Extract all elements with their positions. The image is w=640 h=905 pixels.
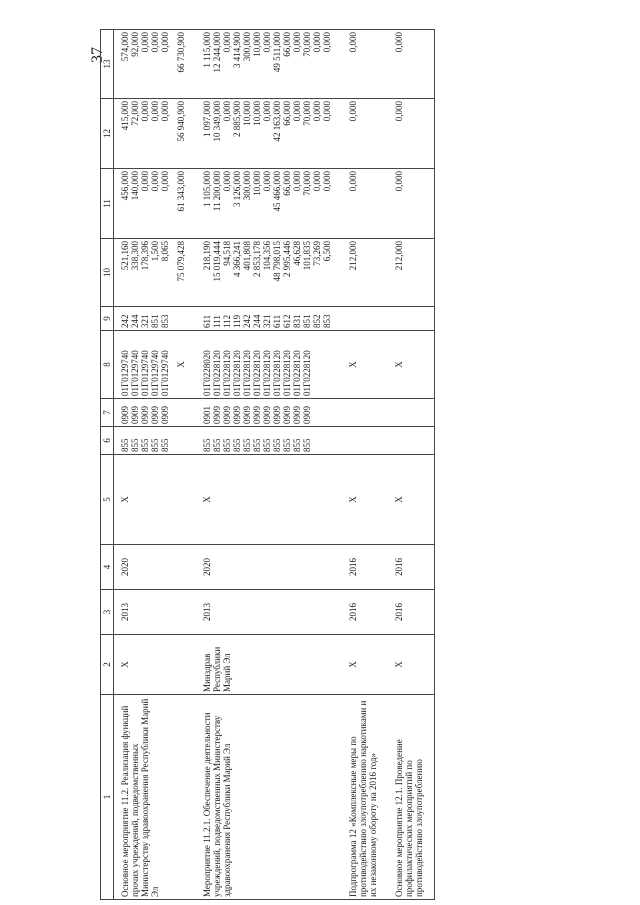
v10-value: 6,500 xyxy=(322,241,332,262)
v13-value: 10,000 xyxy=(252,32,262,57)
grbs-cell xyxy=(114,427,197,455)
grbs-value: 855 xyxy=(150,438,160,452)
total-v13: 66 730,900 xyxy=(176,32,186,73)
v12-value: 0,000 xyxy=(150,101,160,122)
csr-value: 01Г0129740 xyxy=(120,350,130,396)
rotated-budget-table-sheet xyxy=(100,30,635,900)
grbs-value: 855 xyxy=(232,438,242,452)
v13-value: 0,000 xyxy=(312,32,322,53)
grbs-value: 855 xyxy=(130,438,140,452)
row-executor: Х xyxy=(114,635,197,695)
csr-value: 01Г0129740 xyxy=(150,350,160,396)
row-end-year: 2020 xyxy=(196,545,342,590)
csr-value: 01Г0228120 xyxy=(302,350,312,396)
table-row xyxy=(114,30,197,900)
csr-value: 01Г0228120 xyxy=(252,350,262,396)
row-start-year: 2016 xyxy=(388,590,435,635)
grbs-value: 855 xyxy=(140,438,150,452)
rzpr-value: 0909 xyxy=(242,406,252,424)
row-name: Подпрограмма 12 «Комплексные меры по противодействию злоупотреблению наркотиками и их незаконному обороту на 2016 год» xyxy=(342,695,388,900)
v10-value: 2 995,446 xyxy=(282,241,292,277)
vr-value: 831 xyxy=(292,314,302,328)
v12-value: 0,000 xyxy=(322,101,332,122)
row-end-year: 2016 xyxy=(342,545,388,590)
vr-value: 244 xyxy=(130,314,140,328)
v13-value: 0,000 xyxy=(348,32,358,53)
v10-value: 1,500 xyxy=(150,241,160,262)
rzpr-cell xyxy=(388,399,435,427)
grbs-value: 855 xyxy=(292,438,302,452)
v13-value: 0,000 xyxy=(394,32,404,53)
rzpr-value: 0909 xyxy=(140,406,150,424)
grbs-value: 855 xyxy=(302,438,312,452)
rzpr-value: 0909 xyxy=(282,406,292,424)
vr-value: 611 xyxy=(272,314,282,328)
v12-value: 70,000 xyxy=(302,101,312,126)
v10-cell xyxy=(388,239,435,307)
v11-value: 300,000 xyxy=(242,171,252,201)
row-executor: Минздрав Республики Марий Эл xyxy=(196,635,342,695)
v10-value: 2 853,178 xyxy=(252,241,262,277)
v13-value: 0,000 xyxy=(322,32,332,53)
row-executor: Х xyxy=(342,635,388,695)
v13-value: 92,000 xyxy=(130,32,140,57)
v10-value: 8,065 xyxy=(160,241,170,262)
row-name: Основное мероприятие 11.2. Реализация функций прочих учреждений, подведомственных Министерству здравоохранения Республики Марий Эл xyxy=(114,695,197,900)
v12-value: 0,000 xyxy=(140,101,150,122)
row-start-year: 2016 xyxy=(342,590,388,635)
grbs-cell xyxy=(388,427,435,455)
row-col5: Х xyxy=(388,455,435,545)
v12-value: 2 885,900 xyxy=(232,101,242,137)
row-col5: Х xyxy=(196,455,342,545)
grbs-value: 855 xyxy=(202,438,212,452)
v12-cell xyxy=(114,99,197,169)
csr-value: 01Г0228120 xyxy=(292,350,302,396)
grbs-value: 855 xyxy=(262,438,272,452)
v12-value: 10 349,000 xyxy=(212,101,222,142)
csr-value: 01Г0129740 xyxy=(140,350,150,396)
v13-value: 66,000 xyxy=(282,32,292,57)
v11-value: 456,000 xyxy=(120,171,130,201)
rzpr-value: 0909 xyxy=(232,406,242,424)
v10-value: 401,808 xyxy=(242,241,252,271)
v10-value: 218,190 xyxy=(202,241,212,271)
vr-value: 242 xyxy=(242,314,252,328)
v11-value: 11 200,000 xyxy=(212,171,222,212)
v11-value: 0,000 xyxy=(160,171,170,192)
v13-value: 0,000 xyxy=(140,32,150,53)
v13-value: 0,000 xyxy=(150,32,160,53)
v13-value: 1 115,000 xyxy=(202,32,212,68)
v13-value: 574,000 xyxy=(120,32,130,62)
vr-value: 612 xyxy=(282,314,292,328)
v10-value: 73,269 xyxy=(312,241,322,266)
rzpr-value: 0901 xyxy=(202,406,212,424)
col-header: 12 xyxy=(101,99,114,169)
v11-value: 0,000 xyxy=(222,171,232,192)
total-v11: 61 343,000 xyxy=(176,171,186,212)
col-header: 5 xyxy=(101,455,114,545)
total-mark: Х xyxy=(176,361,186,368)
v13-value: 3 414,900 xyxy=(232,32,242,68)
total-v12: 56 940,900 xyxy=(176,101,186,142)
v11-value: 0,000 xyxy=(394,171,404,192)
grbs-value: 855 xyxy=(222,438,232,452)
vr-value: 851 xyxy=(302,314,312,328)
row-col5: Х xyxy=(114,455,197,545)
rzpr-value: 0909 xyxy=(272,406,282,424)
column-number-row xyxy=(101,30,114,900)
rzpr-value: 0909 xyxy=(292,406,302,424)
csr-value: 01Г0129740 xyxy=(160,350,170,396)
table-row xyxy=(342,30,388,900)
v11-value: 0,000 xyxy=(140,171,150,192)
v11-value: 0,000 xyxy=(262,171,272,192)
col-header: 10 xyxy=(101,239,114,307)
v13-value: 0,000 xyxy=(160,32,170,53)
v10-cell xyxy=(196,239,342,307)
grbs-cell xyxy=(196,427,342,455)
col-header: 2 xyxy=(101,635,114,695)
row-start-year: 2013 xyxy=(114,590,197,635)
vr-cell xyxy=(342,307,388,331)
v11-value: 70,000 xyxy=(302,171,312,196)
vr-value: 112 xyxy=(222,314,232,328)
page-number: 37 xyxy=(89,47,106,63)
v11-value: 140,000 xyxy=(130,171,140,201)
v11-value: 45 466,000 xyxy=(272,171,282,212)
v10-value: 15 019,444 xyxy=(212,241,222,282)
v10-value: 48 798,015 xyxy=(272,241,282,282)
csr-value: 01Г0228120 xyxy=(242,350,252,396)
v12-value: 0,000 xyxy=(262,101,272,122)
csr-value: 01Г0228120 xyxy=(272,350,282,396)
vr-cell xyxy=(114,307,197,331)
col-header: 3 xyxy=(101,590,114,635)
row-start-year: 2013 xyxy=(196,590,342,635)
v13-cell xyxy=(342,30,388,99)
v12-value: 0,000 xyxy=(222,101,232,122)
v12-cell xyxy=(342,99,388,169)
v10-value: 338,300 xyxy=(130,241,140,271)
csr-value: 01Г0228120 xyxy=(232,350,242,396)
total-v10: 75 079,428 xyxy=(176,241,186,282)
v12-value: 66,000 xyxy=(282,101,292,126)
vr-value: 853 xyxy=(160,314,170,328)
col-header: 1 xyxy=(101,695,114,900)
v12-value: 1 097,000 xyxy=(202,101,212,137)
v10-value: 101,835 xyxy=(302,241,312,271)
v13-value: 0,000 xyxy=(262,32,272,53)
grbs-cell xyxy=(342,427,388,455)
vr-value: 852 xyxy=(312,314,322,328)
rzpr-value: 0909 xyxy=(160,406,170,424)
v11-value: 3 126,000 xyxy=(232,171,242,207)
col-header: 8 xyxy=(101,331,114,399)
grbs-value: 855 xyxy=(160,438,170,452)
v10-value: 104,356 xyxy=(262,241,272,271)
rzpr-cell xyxy=(342,399,388,427)
rzpr-cell xyxy=(114,399,197,427)
table-row xyxy=(196,30,342,900)
row-executor: Х xyxy=(388,635,435,695)
rzpr-value: 0909 xyxy=(130,406,140,424)
row-end-year: 2016 xyxy=(388,545,435,590)
row-end-year: 2020 xyxy=(114,545,197,590)
vr-value: 853 xyxy=(322,314,332,328)
vr-value: 111 xyxy=(212,315,222,328)
rzpr-value: 0909 xyxy=(252,406,262,424)
v12-value: 415,000 xyxy=(120,101,130,131)
v10-value: 4 366,241 xyxy=(232,241,242,277)
rzpr-value: 0909 xyxy=(262,406,272,424)
v12-value: 72,000 xyxy=(130,101,140,126)
grbs-value: 855 xyxy=(212,438,222,452)
grbs-value: 855 xyxy=(252,438,262,452)
v11-value: 66,000 xyxy=(282,171,292,196)
rzpr-value: 0909 xyxy=(302,406,312,424)
table-row xyxy=(388,30,435,900)
col-header: 7 xyxy=(101,399,114,427)
vr-value: 244 xyxy=(252,314,262,328)
csr-value: 01Г0228120 xyxy=(262,350,272,396)
v11-value: 0,000 xyxy=(312,171,322,192)
csr-value: 01Г0228020 xyxy=(202,350,212,396)
v11-value: 0,000 xyxy=(150,171,160,192)
v10-value: 178,396 xyxy=(140,241,150,271)
csr-cell xyxy=(196,331,342,399)
v11-value: 10,000 xyxy=(252,171,262,196)
vr-value: 242 xyxy=(120,314,130,328)
v13-value: 0,000 xyxy=(222,32,232,53)
v12-value: 0,000 xyxy=(160,101,170,122)
v12-cell xyxy=(388,99,435,169)
v12-value: 10,000 xyxy=(242,101,252,126)
v12-value: 10,000 xyxy=(252,101,262,126)
v13-cell xyxy=(196,30,342,99)
csr-value: 01Г0228120 xyxy=(222,350,232,396)
v13-cell xyxy=(114,30,197,99)
budget-table xyxy=(100,29,435,900)
v12-value: 0,000 xyxy=(394,101,404,122)
grbs-value: 855 xyxy=(120,438,130,452)
vr-cell xyxy=(388,307,435,331)
v10-cell xyxy=(342,239,388,307)
v11-cell xyxy=(342,169,388,239)
csr-cell xyxy=(114,331,197,399)
v11-value: 0,000 xyxy=(322,171,332,192)
csr-cell: Х xyxy=(388,331,435,399)
vr-value: 851 xyxy=(150,314,160,328)
v13-value: 49 511,000 xyxy=(272,32,282,73)
row-name: Мероприятие 11.2.1. Обеспечение деятельности учреждений, подведомственных Министерству здравоохранения Республики Марий Эл xyxy=(196,695,342,900)
col-header: 4 xyxy=(101,545,114,590)
v12-value: 42 163,000 xyxy=(272,101,282,142)
vr-value: 611 xyxy=(202,314,212,328)
v13-value: 0,000 xyxy=(292,32,302,53)
v11-cell xyxy=(388,169,435,239)
rzpr-value: 0909 xyxy=(212,406,222,424)
vr-value: 119 xyxy=(232,314,242,328)
v13-value: 70,000 xyxy=(302,32,312,57)
rzpr-value: 0909 xyxy=(150,406,160,424)
grbs-value: 855 xyxy=(272,438,282,452)
v11-value: 1 105,000 xyxy=(202,171,212,207)
csr-value: 01Г0228120 xyxy=(212,350,222,396)
v12-value: 0,000 xyxy=(312,101,322,122)
v11-value: 0,000 xyxy=(292,171,302,192)
v12-value: 0,000 xyxy=(292,101,302,122)
rzpr-value: 0909 xyxy=(120,406,130,424)
v10-cell xyxy=(114,239,197,307)
v10-value: 94,518 xyxy=(222,241,232,266)
row-col5: Х xyxy=(342,455,388,545)
v13-value: 12 244,000 xyxy=(212,32,222,73)
col-header: 9 xyxy=(101,307,114,331)
col-header: 6 xyxy=(101,427,114,455)
v11-cell xyxy=(196,169,342,239)
csr-cell: Х xyxy=(342,331,388,399)
grbs-value: 855 xyxy=(282,438,292,452)
vr-value: 321 xyxy=(140,314,150,328)
v13-value: 300,000 xyxy=(242,32,252,62)
v10-value: 212,000 xyxy=(394,241,404,271)
row-name: Основное мероприятие 12.1. Проведение профилактических мероприятий по противодействию злоупотреблению xyxy=(388,695,435,900)
v10-value: 212,000 xyxy=(348,241,358,271)
v10-value: 46,628 xyxy=(292,241,302,266)
v10-value: 521,160 xyxy=(120,241,130,271)
v12-value: 0,000 xyxy=(348,101,358,122)
rzpr-value: 0909 xyxy=(222,406,232,424)
grbs-value: 855 xyxy=(242,438,252,452)
csr-value: 01Г0228120 xyxy=(282,350,292,396)
vr-value: 321 xyxy=(262,314,272,328)
v11-cell xyxy=(114,169,197,239)
rzpr-cell xyxy=(196,399,342,427)
v13-cell xyxy=(388,30,435,99)
vr-cell xyxy=(196,307,342,331)
csr-value: 01Г0129740 xyxy=(130,350,140,396)
col-header: 13 xyxy=(101,30,114,99)
v11-value: 0,000 xyxy=(348,171,358,192)
v12-cell xyxy=(196,99,342,169)
col-header: 11 xyxy=(101,169,114,239)
